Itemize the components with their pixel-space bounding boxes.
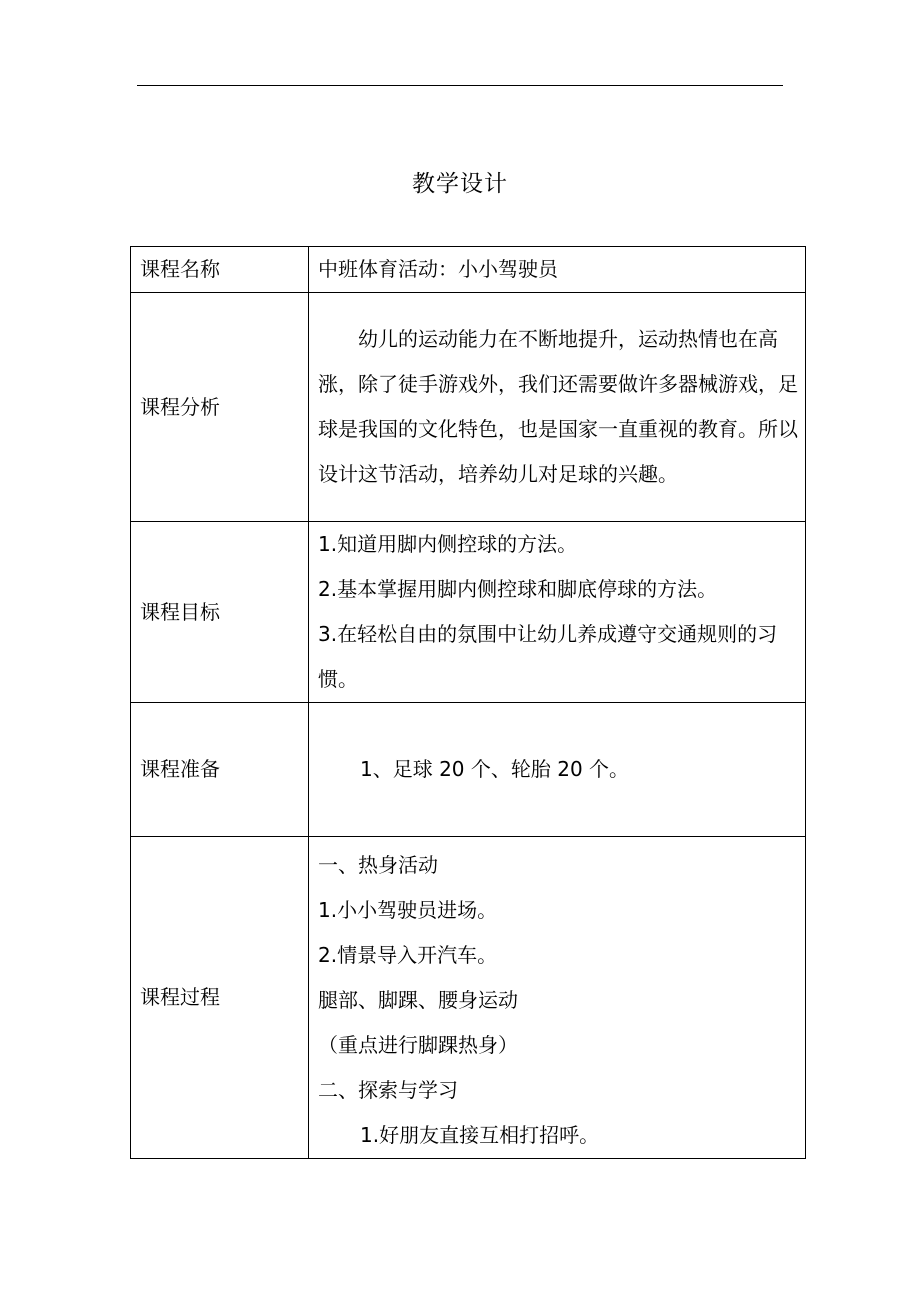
course-analysis-paragraph: 幼儿的运动能力在不断地提升，运动热情也在高涨，除了徒手游戏外，我们还需要做许多器械游戏，足球是我国的文化特色，也是国家一直重视的教育。所以设计这节活动，培养幼儿对足球的兴趣。 (318, 327, 798, 486)
course-analysis-label: 课程分析 (131, 293, 309, 522)
course-goals-label: 课程目标 (131, 522, 309, 703)
process-step: 1.好朋友直接互相打招呼。 (360, 1123, 600, 1147)
table-row-course-process (131, 837, 806, 1159)
course-name-value: 中班体育活动：小小驾驶员 (309, 247, 806, 293)
course-process-cell (309, 837, 806, 1159)
goal-item: 2.基本掌握用脚内侧控球和脚底停球的方法。 (318, 577, 718, 601)
course-preparation-label: 课程准备 (131, 703, 309, 837)
table-row-course-analysis (131, 293, 806, 522)
table-row-course-preparation (131, 703, 806, 837)
preparation-item: 1、足球 20 个、轮胎 20 个。 (360, 757, 630, 781)
process-step: 1.小小驾驶员进场。 (318, 898, 498, 922)
goal-item: 3.在轻松自由的氛围中让幼儿养成遵守交通规则的习惯。 (318, 622, 778, 691)
process-step: 2.情景导入开汽车。 (318, 943, 498, 967)
process-note: （重点进行脚踝热身） (318, 1033, 518, 1057)
process-heading: 一、热身活动 (318, 853, 438, 877)
table-row-course-name (131, 247, 806, 293)
course-process-label: 课程过程 (131, 837, 309, 1159)
table-row-course-goals (131, 522, 806, 703)
document-title: 教学设计 (412, 171, 508, 197)
lesson-design-table (130, 246, 806, 1159)
goal-item: 1.知道用脚内侧控球的方法。 (318, 532, 578, 556)
course-name-label: 课程名称 (131, 247, 309, 293)
header-rule (137, 85, 783, 86)
course-analysis-cell (309, 293, 806, 522)
course-goals-cell (309, 522, 806, 703)
process-heading: 二、探索与学习 (318, 1078, 458, 1102)
process-step: 腿部、脚踝、腰身运动 (318, 988, 518, 1012)
course-preparation-cell (309, 703, 806, 837)
